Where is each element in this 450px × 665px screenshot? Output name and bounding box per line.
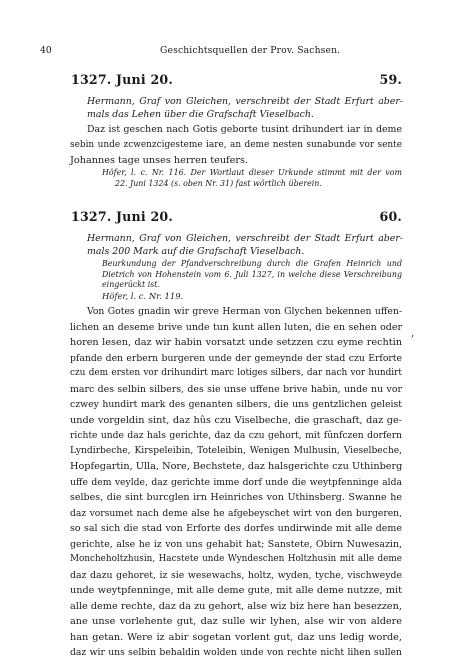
regest-line: mals 200 Mark auf die Grafschaft Vieselbach. — [87, 246, 305, 257]
note-line: 22. Juni 1324 (s. oben Nr. 31) fast wörtlich überein. — [115, 178, 322, 188]
entry-text — [70, 122, 402, 169]
entry-note — [102, 259, 402, 301]
entry-text — [70, 304, 402, 661]
regest-line: Hermann, Graf von Gleichen, verschreibt der Stadt Erfurt aber- — [87, 96, 403, 107]
text-line: Von Gotes gnadin wir greve Herman von Glychen bekennen uffen- — [87, 306, 402, 317]
text-line: pfande den erbern burgeren unde der gemeynde der stad czu Erforte — [70, 352, 402, 364]
text-line: unde weytpfenninge, mit alle deme gute, mit alle deme nutzze, mit — [70, 585, 402, 596]
entry-note — [102, 168, 402, 189]
text-line: so sal sich die stad von Erforte des dorfes undirwinde mit alle deme — [70, 523, 402, 534]
text-line: Hopfegartin, Ulla, Nore, Bechstete, daz halsgerichte czu Uthinberg — [70, 461, 403, 472]
note-line: Höfer, l. c. Nr. 116. Der Wortlaut dieser Urkunde stimmt mit der vom — [102, 168, 402, 177]
entry-regest — [87, 95, 403, 121]
text-line: daz wir uns selbin behaldin wolden unde von rechte nicht lihen sullen — [70, 647, 402, 658]
text-line: uffe dem veylde, daz gerichte imme dorf unde die weytpfenninge alda — [70, 476, 402, 488]
text-line: alle deme rechte, daz da zu gehort, alse wiz biz here han besezzen, — [70, 600, 402, 612]
note-line: Beurkundung der Pfandverschreibung durch die Grafen Heinrich und — [102, 259, 402, 268]
text-line: daz vorsumet nach deme alse he afgebeyschet wirt von den burgeren, — [70, 507, 402, 519]
text-line: unde vorgeldin sint, daz hûs czu Viselbeche, die graschaft, daz ge- — [70, 414, 402, 426]
note-line: Höfer, l. c. Nr. 119. — [102, 290, 184, 301]
text-line: Lyndirbeche, Kirspeleibin, Toteleibin, Wenigen Mulhusin, Vieselbeche, — [70, 445, 402, 456]
note-line: eingerückt ist. — [102, 280, 160, 289]
text-line: selbes, die sint burcglen irn Heinriches von Uthinsberg. Swanne he — [70, 492, 402, 503]
text-line: czu dem ersten vor drihundirt marc lotiges silbers, dar nach vor hundirt — [70, 368, 402, 378]
text-line: marc des selbin silbers, des sie unse uffene brive habin, unde nu vor — [70, 383, 402, 395]
note-line: Dietrich von Hohenstein vom 6. Juli 1327, in welche diese Verschreibung — [102, 269, 402, 279]
page-number: 40 — [40, 45, 52, 56]
running-title: Geschichtsquellen der Prov. Sachsen. — [160, 45, 341, 56]
text-line: lichen an deseme brive unde tun kunt allen luten, die en sehen oder — [70, 321, 402, 333]
running-head — [40, 44, 402, 58]
entry-heading — [71, 208, 402, 225]
text-line: gerichte, alse he iz von uns gehabit hat; Sanstete, Obirn Nuwesazin, — [70, 538, 402, 550]
margin-mark: , — [411, 328, 415, 339]
text-line: horen lesen, daz wir habin vorsatzt unde setzzen czu eyme rechtin — [70, 337, 402, 348]
text-line: ane unse vorlehente gut, daz sulle wir lyhen, alse wir von aldere — [70, 616, 402, 627]
text-line: Daz ist geschen nach Gotis geborte tusint drihundert iar in deme — [87, 124, 402, 135]
entry-number: 59. — [379, 72, 402, 87]
text-line: han getan. Were iz abir sogetan vorlent gut, daz uns ledig worde, — [70, 631, 402, 643]
regest-line: Hermann, Graf von Gleichen, verschreibt der Stadt Erfurt aber- — [87, 233, 403, 244]
entry-number: 60. — [379, 209, 402, 224]
entry-heading — [71, 71, 402, 88]
text-line: Moncheholtzhusin, Hacstete unde Wyndeschen Holtzhusin mit alle deme — [70, 554, 402, 564]
text-line: daz dazu gehoret, iz sie wesewachs, holtz, wyden, tyche, vischweyde — [70, 569, 402, 581]
text-line: czwey hundirt mark des genanten silbers, die uns gentzlichen geleist — [70, 399, 402, 410]
entry-date: 1327. Juni 20. — [71, 72, 173, 87]
entry-regest — [87, 232, 403, 258]
text-line: Johannes tage unses herren teufers. — [70, 155, 249, 166]
regest-line: mals das Lehen über die Grafschaft Vieselbach. — [87, 109, 314, 120]
text-line: richte unde daz hals gerichte, daz da czu gehort, mit fûnfczen dorfern — [70, 430, 402, 441]
text-line: sebin unde zcwenzcigesteme iare, an deme nesten sunabunde vor sente — [70, 139, 402, 150]
entry-date: 1327. Juni 20. — [71, 209, 173, 224]
